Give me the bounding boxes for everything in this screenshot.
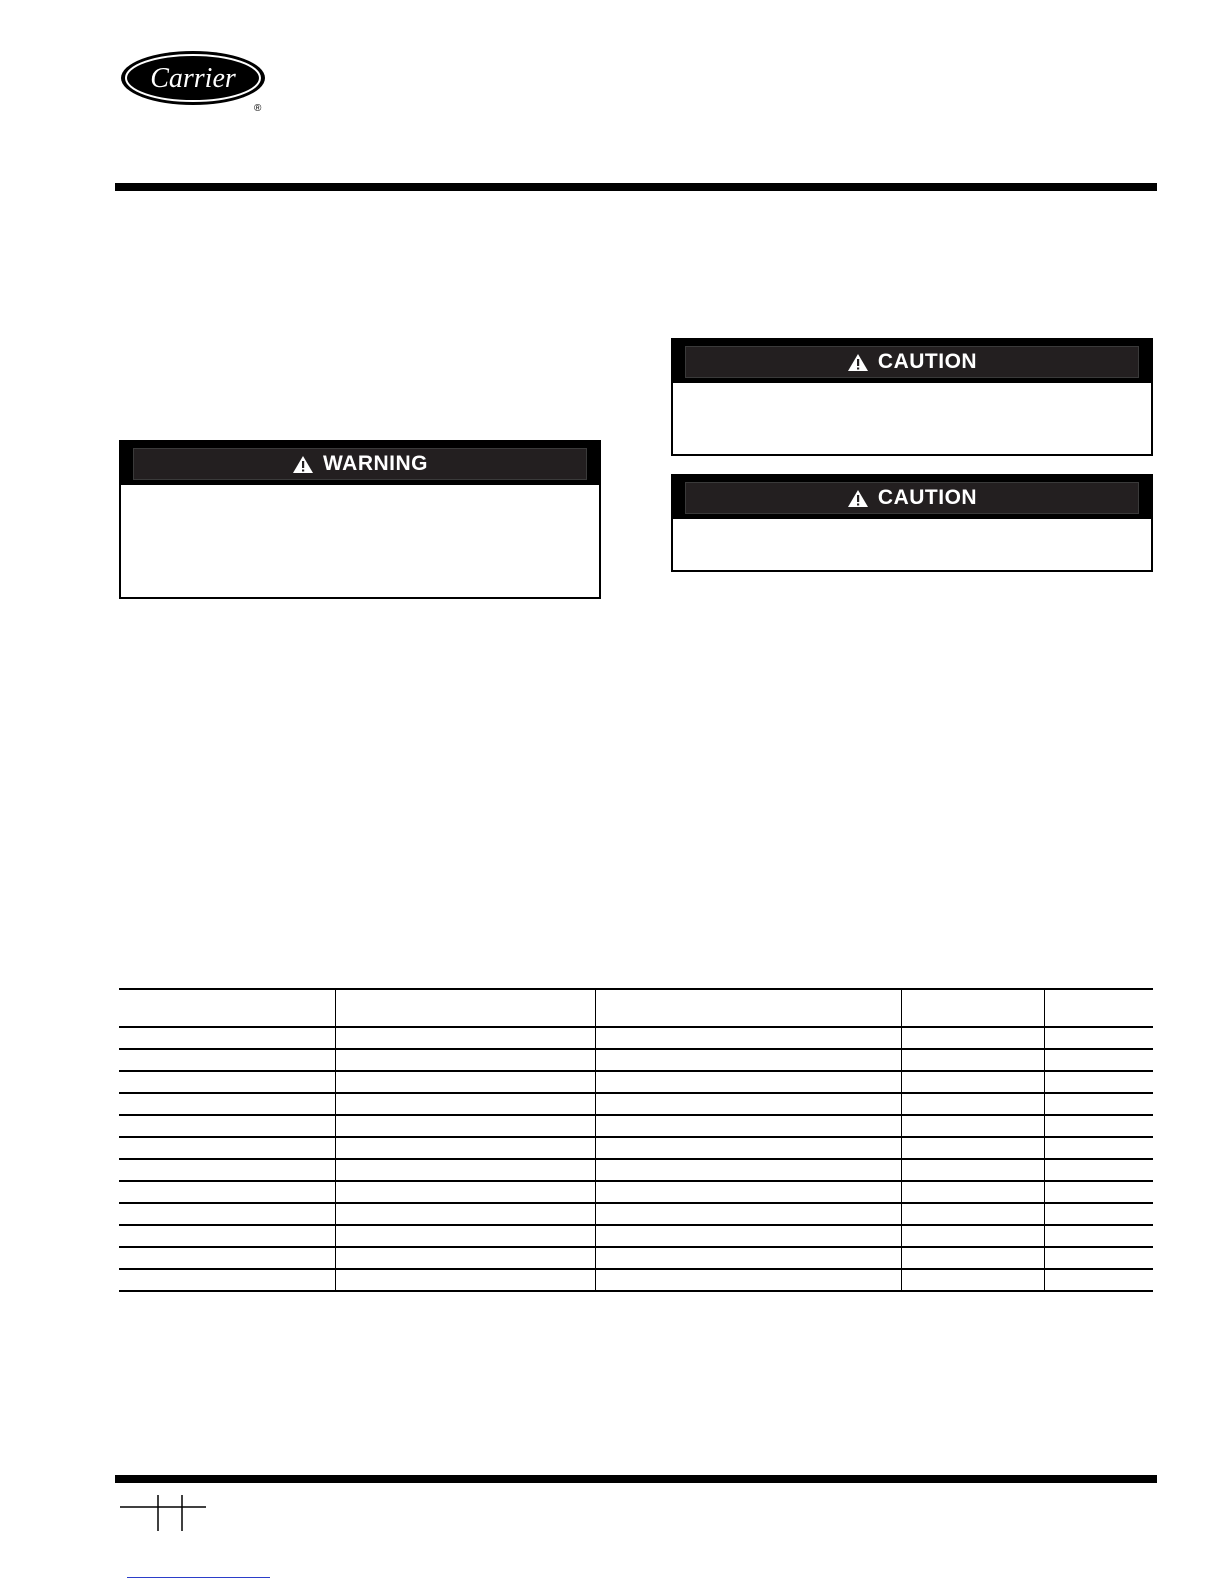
table-cell xyxy=(1044,1027,1153,1049)
table-cell xyxy=(595,1203,901,1225)
table-header-row xyxy=(119,989,1153,1027)
table-cell xyxy=(901,1181,1044,1203)
table-row xyxy=(119,1181,1153,1203)
table-cell xyxy=(1044,1247,1153,1269)
registration-mark xyxy=(120,1495,210,1535)
table-cell xyxy=(595,1049,901,1071)
table-cell xyxy=(119,1049,335,1071)
table-cell xyxy=(595,1071,901,1093)
table-row xyxy=(119,1049,1153,1071)
table-cell xyxy=(335,1049,595,1071)
caution-label-2: CAUTION xyxy=(877,486,978,509)
table-row xyxy=(119,1115,1153,1137)
table-cell xyxy=(1044,1093,1153,1115)
table-cell xyxy=(901,1093,1044,1115)
table-cell xyxy=(901,1049,1044,1071)
table-cell xyxy=(901,1027,1044,1049)
column-header xyxy=(901,989,1044,1027)
table-cell xyxy=(119,1137,335,1159)
caution-banner-2 xyxy=(685,482,1139,514)
warning-triangle-icon xyxy=(847,489,869,508)
table-cell xyxy=(595,1137,901,1159)
table-cell xyxy=(1044,1203,1153,1225)
table-cell xyxy=(595,1225,901,1247)
table-cell xyxy=(119,1159,335,1181)
table-row xyxy=(119,1247,1153,1269)
column-header xyxy=(595,989,901,1027)
table-cell xyxy=(119,1093,335,1115)
table-cell xyxy=(1044,1181,1153,1203)
table-cell xyxy=(119,1203,335,1225)
table-cell xyxy=(335,1027,595,1049)
table-cell xyxy=(901,1071,1044,1093)
table-cell xyxy=(595,1027,901,1049)
warning-label: WARNING xyxy=(323,452,428,475)
table-cell xyxy=(119,1269,335,1291)
column-header xyxy=(1044,989,1153,1027)
caution-banner-1 xyxy=(685,346,1139,378)
table-cell xyxy=(901,1137,1044,1159)
table-cell xyxy=(901,1269,1044,1291)
data-table xyxy=(119,988,1153,1292)
logo-wordmark: Carrier xyxy=(150,63,236,94)
table-cell xyxy=(335,1159,595,1181)
header-rule xyxy=(115,183,1157,191)
carrier-logo xyxy=(120,49,270,115)
table-cell xyxy=(1044,1225,1153,1247)
table-cell xyxy=(901,1247,1044,1269)
caution-notice-1 xyxy=(671,338,1153,456)
table-row xyxy=(119,1137,1153,1159)
table-cell xyxy=(595,1093,901,1115)
table-cell xyxy=(1044,1269,1153,1291)
table-cell xyxy=(119,1247,335,1269)
table-cell xyxy=(119,1071,335,1093)
caution-notice-2 xyxy=(671,474,1153,572)
table-cell xyxy=(119,1225,335,1247)
table-row xyxy=(119,1269,1153,1291)
table-cell xyxy=(1044,1159,1153,1181)
column-header xyxy=(119,989,335,1027)
table-row xyxy=(119,1203,1153,1225)
table-cell xyxy=(335,1137,595,1159)
table-cell xyxy=(119,1181,335,1203)
table-cell xyxy=(335,1071,595,1093)
table-cell xyxy=(1044,1137,1153,1159)
table-cell xyxy=(901,1225,1044,1247)
warning-triangle-icon xyxy=(847,353,869,372)
table-cell xyxy=(1044,1071,1153,1093)
column-header xyxy=(335,989,595,1027)
table-cell xyxy=(595,1247,901,1269)
footer-rule xyxy=(115,1475,1157,1483)
table-row xyxy=(119,1027,1153,1049)
table-cell xyxy=(335,1093,595,1115)
caution-header-2 xyxy=(673,476,1151,519)
table-cell xyxy=(595,1115,901,1137)
table-row xyxy=(119,1225,1153,1247)
caution-label-1: CAUTION xyxy=(877,350,978,373)
table-cell xyxy=(335,1181,595,1203)
registered-mark: ® xyxy=(254,103,262,114)
footer-link-underline[interactable] xyxy=(127,1577,270,1578)
table-cell xyxy=(595,1181,901,1203)
table-cell xyxy=(119,1115,335,1137)
table-cell xyxy=(1044,1115,1153,1137)
table-cell xyxy=(335,1247,595,1269)
table-cell xyxy=(335,1225,595,1247)
table-cell xyxy=(595,1159,901,1181)
warning-triangle-icon xyxy=(292,455,314,474)
table-cell xyxy=(901,1159,1044,1181)
table-cell xyxy=(901,1203,1044,1225)
table-cell xyxy=(335,1115,595,1137)
table-cell xyxy=(595,1269,901,1291)
caution-header-1 xyxy=(673,340,1151,383)
table-row xyxy=(119,1071,1153,1093)
table-row xyxy=(119,1159,1153,1181)
warning-banner xyxy=(133,448,587,480)
table-cell xyxy=(335,1203,595,1225)
warning-notice xyxy=(119,440,601,599)
table-cell xyxy=(119,1027,335,1049)
table-cell xyxy=(335,1269,595,1291)
warning-header xyxy=(121,442,599,485)
table-cell xyxy=(1044,1049,1153,1071)
table-cell xyxy=(901,1115,1044,1137)
table-row xyxy=(119,1093,1153,1115)
